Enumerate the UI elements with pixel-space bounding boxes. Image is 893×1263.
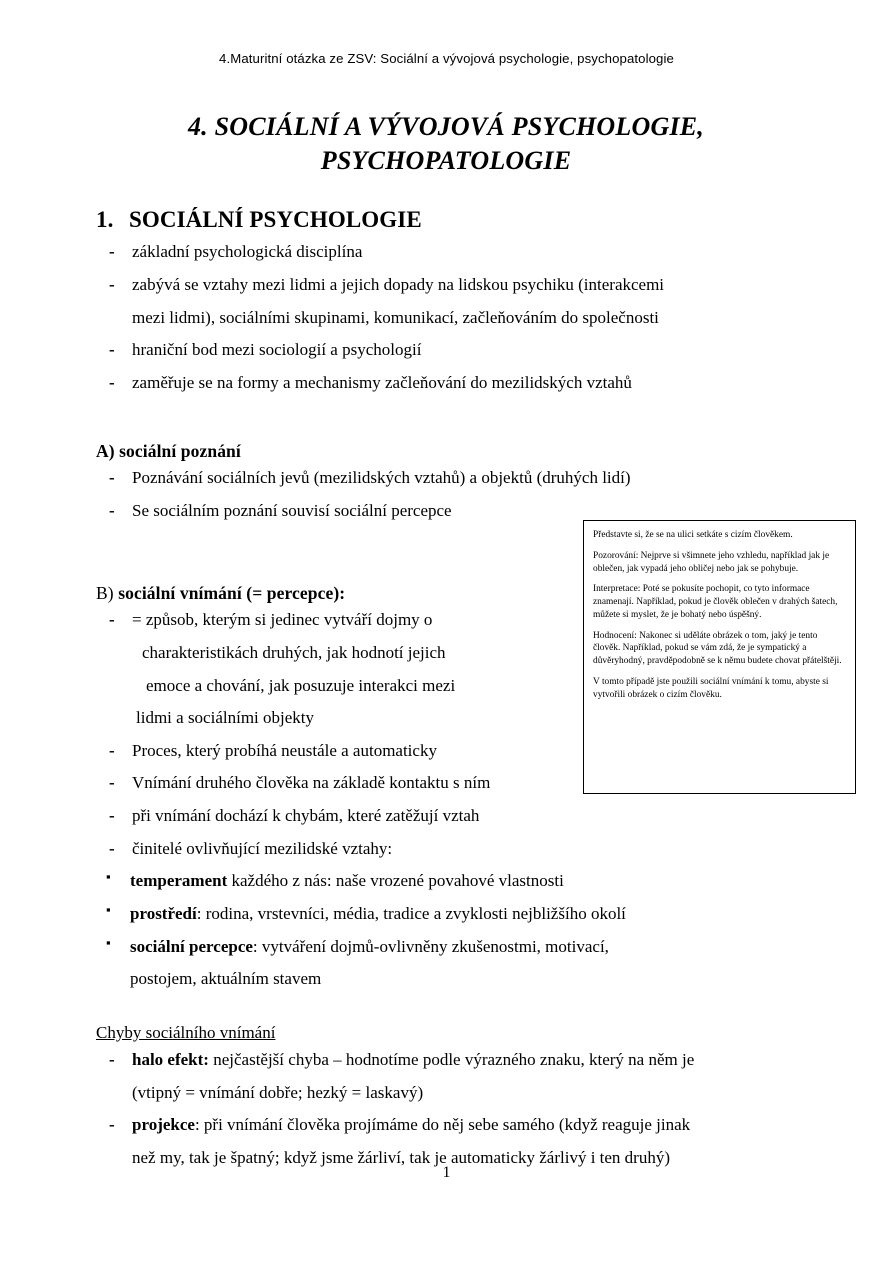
list-item-text: - = způsob, kterým si jedinec vytváří dojmy o [132, 610, 433, 630]
callout-paragraph: V tomto případě jste použili sociální vnímání k tomu, abyste si vytvořili obrázek o cizím člověku. [593, 677, 829, 700]
list-item-term: halo efekt: [132, 1049, 209, 1069]
list-item-text: Vnímání druhého člověka na základě kontaktu s ním [132, 773, 491, 793]
errors-heading-wrapper [96, 1022, 856, 1044]
list-item-continuation: charakteristikách druhých, jak hodnotí jejich [142, 642, 446, 662]
list-item-text: : při vnímání člověka projímáme do něj sebe samého (když reaguje jinak [194, 1115, 691, 1135]
list-item-continuation: lidmi a sociálními objekty [136, 708, 315, 728]
list-item-continuation: postojem, aktuálním stavem [130, 969, 322, 989]
running-header: 4.Maturitní otázka ze ZSV: Sociální a vývojová psychologie, psychopatologie [219, 51, 674, 66]
list-item [96, 833, 856, 866]
list-item-text: Se sociálním poznání souvisí sociální percepce [132, 500, 452, 520]
list-item-text: zabývá se vztahy mezi lidmi a jejich dopady na lidskou psychiku (interakcemi [132, 275, 665, 295]
callout-paragraph: Hodnocení: Nakonec si uděláte obrázek o tom, jaký je tento člověk. Například, pokud se vám zdá, že je sympatický a důvěryhodný, pravděpodobně se k němu budete chovat přátelštěji. [593, 630, 842, 667]
spacer [96, 400, 856, 440]
list-item-text: základní psychologická disciplína [132, 242, 363, 262]
list-item [96, 334, 856, 367]
list-item-text: hraniční bod mezi sociologií a psychologií [132, 340, 422, 360]
list-item [96, 800, 856, 833]
list-item-continuation: mezi lidmi), sociálními skupinami, komunikací, začleňováním do společnosti [132, 307, 659, 327]
callout-paragraph: Pozorování: Nejprve si všimnete jeho vzhledu, například jak je oblečen, jak vypadá jeho obličej nebo jak se pohybuje. [593, 550, 830, 574]
list-item-text: Poznávání sociálních jevů (mezilidských vztahů) a objektů (druhých lidí) [132, 468, 631, 488]
list-item-text: : vytváření dojmů-ovlivněny zkušenostmi, motivací, [252, 936, 609, 956]
list-item-continuation: emoce a chování, jak posuzuje interakci mezi [146, 675, 456, 695]
callout-box [583, 520, 856, 794]
section-heading-b-text: sociální vnímání (= percepce): [118, 582, 346, 603]
list-item [96, 269, 856, 334]
list-item-text: Proces, který probíhá neustále a automaticky [132, 740, 437, 760]
list-item-term: prostředí [130, 903, 197, 923]
section-number-1: 1. [96, 207, 114, 232]
list-item [96, 1044, 856, 1109]
list-item-continuation: než my, tak je špatný; když jsme žárliví, tak je automaticky žárlivý i ten druhý) [132, 1147, 671, 1167]
section-heading-a: A) sociální poznání [96, 440, 241, 461]
list-item-term: projekce [132, 1115, 195, 1135]
document-title-line-2: PSYCHOPATOLOGIE [320, 145, 572, 175]
list-item-text: nejčastější chyba – hodnotíme podle výrazného znaku, který na něm je [208, 1049, 695, 1069]
list-item [96, 236, 856, 269]
list-item [96, 462, 856, 495]
document-title [96, 110, 796, 178]
section-1-bullet-list [96, 236, 856, 399]
list-item-text: činitelé ovlivňující mezilidské vztahy: [132, 838, 393, 858]
list-item [96, 898, 856, 931]
list-item [96, 865, 856, 898]
section-heading-b-prefix: B) [96, 582, 119, 603]
errors-heading: Chyby sociálního vnímání [96, 1022, 276, 1042]
list-item-term: sociální percepce [130, 936, 253, 956]
section-a-bullet-list [96, 462, 856, 527]
document-title-line-1: 4. SOCIÁLNÍ A VÝVOJOVÁ PSYCHOLOGIE, [187, 112, 705, 141]
list-item-text: : rodina, vrstevníci, média, tradice a zvyklosti nejbližšího okolí [196, 903, 626, 923]
page-number: 1 [442, 1164, 451, 1181]
list-item-continuation: (vtipný = vnímání dobře; hezký = laskavý) [132, 1082, 424, 1102]
errors-bullet-list [96, 1044, 856, 1175]
list-item [96, 367, 856, 400]
list-item-text: každého z nás: naše vrozené povahové vlastnosti [227, 871, 564, 891]
spacer [96, 996, 856, 1022]
list-item [96, 931, 856, 996]
callout-paragraph: Představte si, že se na ulici setkáte s cizím člověkem. [593, 530, 793, 540]
list-item-term: temperament [130, 871, 228, 891]
list-item-text: zaměřuje se na formy a mechanismy začleňování do mezilidských vztahů [132, 372, 632, 392]
section-b-sub-bullet-list [96, 865, 856, 996]
callout-paragraph: Interpretace: Poté se pokusíte pochopit, co tyto informace znamenají. Například, pokud je člověk oblečen v drahých šatech, můžete si myslet, že je bohatý nebo úspěšný. [593, 584, 838, 620]
section-heading-1 [96, 205, 856, 234]
list-item-text: při vnímání dochází k chybám, které zatěžují vztah [132, 806, 480, 826]
section-title-1: SOCIÁLNÍ PSYCHOLOGIE [129, 207, 422, 232]
